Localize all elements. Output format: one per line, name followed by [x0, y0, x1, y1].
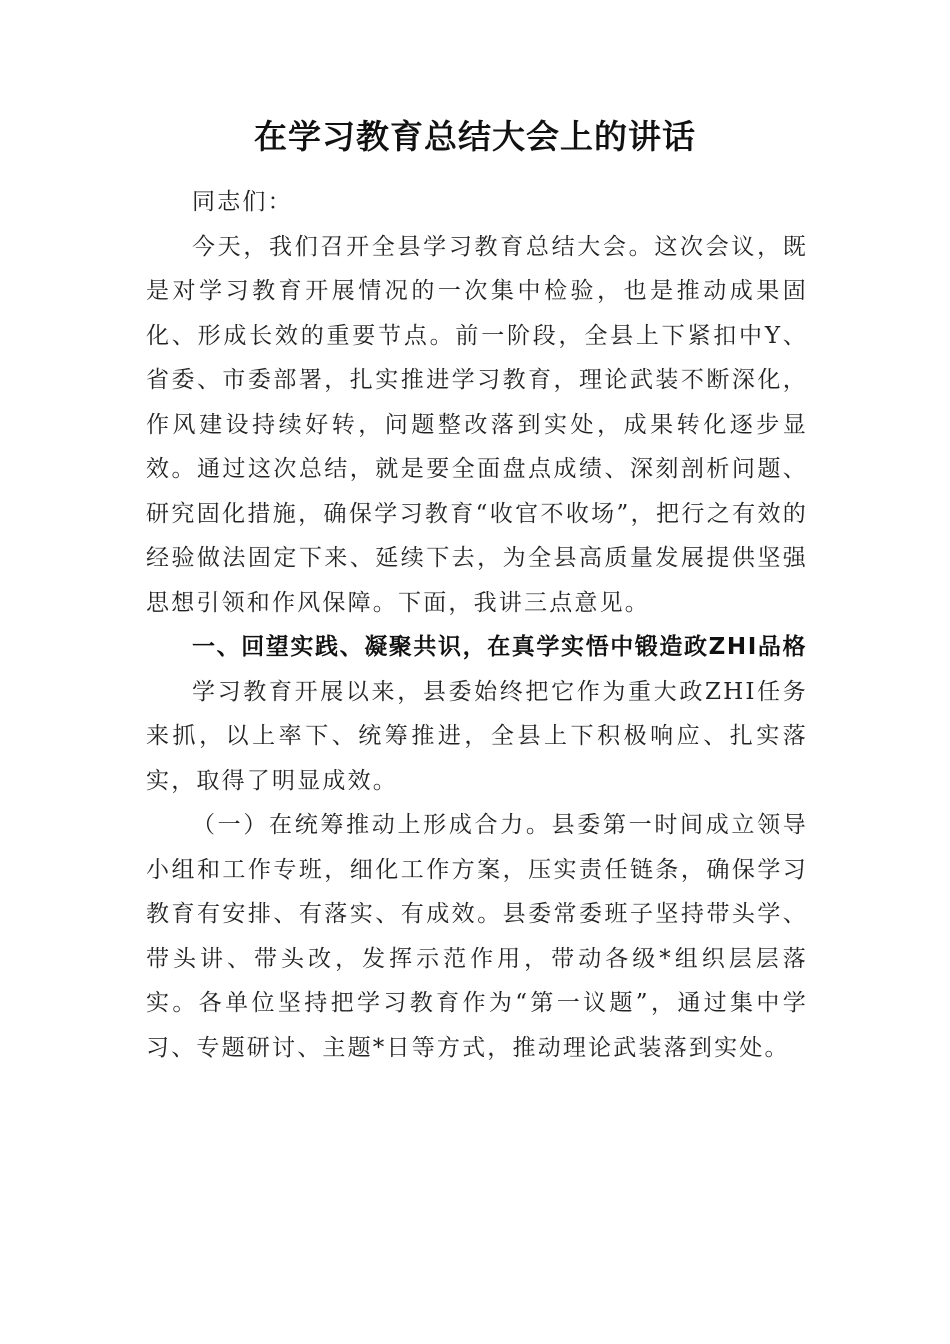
section-intro-paragraph: 学习教育开展以来，县委始终把它作为重大政ZHI任务来抓，以上率下、统筹推进，全县上下积极响应、扎实落实，取得了明显成效。	[146, 678, 808, 794]
page-title: 在学习教育总结大会上的讲话	[254, 117, 696, 156]
opening-paragraph: 今天，我们召开全县学习教育总结大会。这次会议，既是对学习教育开展情况的一次集中检验，也是推动成果固化、形成长效的重要节点。前一阶段，全县上下紧扣中Y、省委、市委部署，扎实推进学习教育，理论武装不断深化，作风建设持续好转，问题整改落到实处，成果转化逐步显效。通过这次总结，就是要全面盘点成绩、深刻剖析问题、研究固化措施，确保学习教育“收官不收场”，把行之有效的经验做法固定下来、延续下去，为全县高质量发展提供坚强思想引领和作风保障。下面，我讲三点意见。	[146, 233, 808, 616]
document-body	[146, 180, 808, 1070]
salutation: 同志们：	[192, 189, 293, 215]
subsection-paragraph: （一）在统筹推动上形成合力。县委第一时间成立领导小组和工作专班，细化工作方案，压实责任链条，确保学习教育有安排、有落实、有成效。县委常委班子坚持带头学、带头讲、带头改，发挥示范作用，带动各级*组织层层落实。各单位坚持把学习教育作为“第一议题”，通过集中学习、专题研讨、主题*日等方式，推动理论武装落到实处。	[146, 812, 808, 1061]
section-heading: 一、回望实践、凝聚共识，在真学实悟中锻造政ZHI品格	[192, 634, 808, 660]
